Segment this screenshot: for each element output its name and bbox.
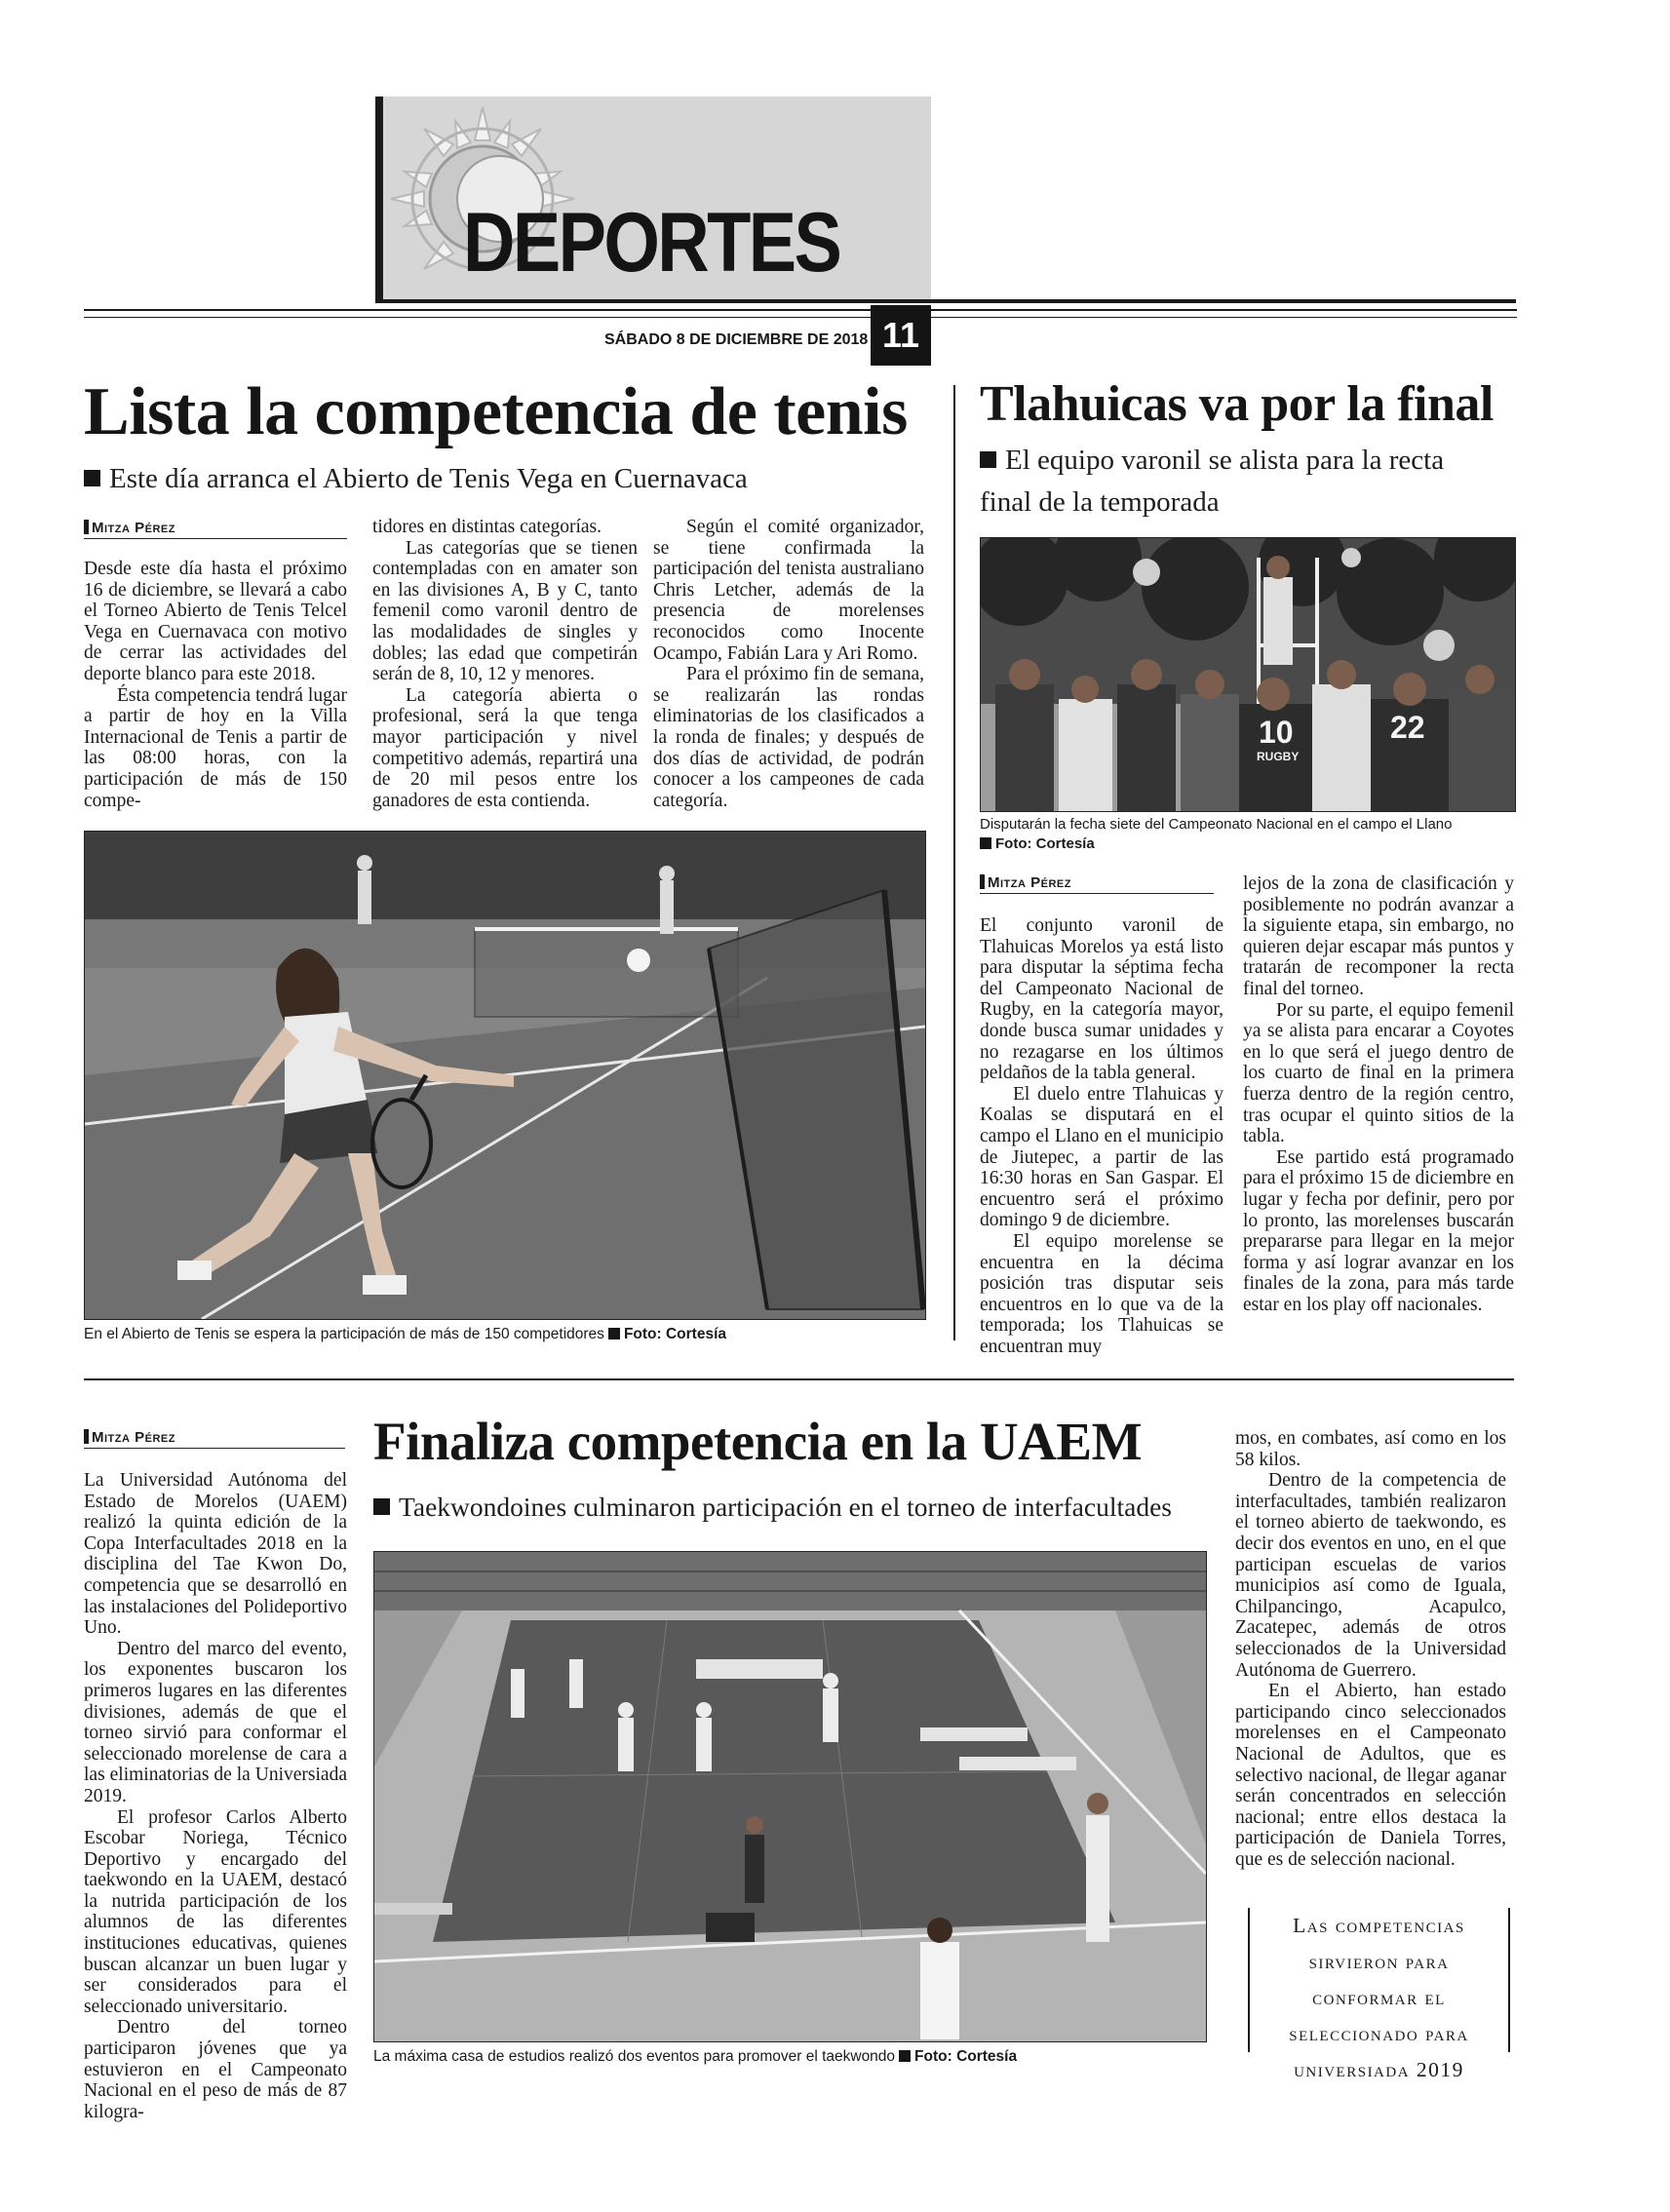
rugby-column-1: [980, 915, 1223, 1357]
rugby-deck-line2: final de la temporada: [980, 486, 1220, 518]
pull-quote-line: Las competencias: [1293, 1914, 1465, 1937]
column-divider: [953, 385, 955, 1340]
paragraph: Ese partido está programado para el próximo 15 de diciembre en lugar y fecha por definir, pero por lo pronto, las morelenses buscarán prepararse para llegar en la mejor forma y así lograr avanzar en los finales de la zona, para más tarde estar en los play off nacionales.: [1243, 1146, 1514, 1315]
rugby-headline: Tlahuicas va por la final: [980, 376, 1494, 432]
bullet-square-icon: [608, 1328, 620, 1339]
paragraph: tidores en distintas categorías.: [372, 517, 602, 537]
paragraph: Ésta competencia tendrá lugar a partir de hoy en la Villa Internacional de Tenis a partir de las 08:00 horas, con la participación de más de 150 compe-: [84, 684, 347, 811]
header-rule: [84, 317, 1517, 318]
byline-bar-icon: [84, 520, 89, 534]
paragraph: El duelo entre Tlahuicas y Koalas se disputará en el campo el Llano en el municipio de Jiutepec, a partir de las 16:30 horas en San Gaspar. El encuentro será el próximo domingo 9 de diciembre.: [980, 1083, 1223, 1231]
bullet-square-icon: [980, 451, 996, 468]
pull-quote: [1248, 1908, 1510, 2081]
byline-bar-icon: [980, 874, 985, 889]
jersey-number-22: 22: [1390, 710, 1425, 745]
paragraph: lejos de la zona de clasificación y posiblemente no podrán avanzar a la siguiente etapa, sin embargo, no quieren dejar escapar más puntos y tratarán de recomponer la recta final del torneo.: [1243, 873, 1514, 999]
tenis-byline: Mitza Pérez: [84, 520, 347, 539]
rugby-team-image: [981, 538, 1515, 811]
rugby-deck: El equipo varonil se alista para la recta final de la temporada: [980, 440, 1506, 524]
jersey-number-10: 10: [1259, 715, 1294, 750]
taekwondo-gym-image: [374, 1552, 1206, 2041]
paragraph: Dentro del marco del evento, los exponentes buscaron los primeros lugares en las diferentes divisiones, además de que el torneo sirvió para conformar el seleccionado morelense de cara a las eliminatorias de la Universiada 2019.: [84, 1638, 347, 1806]
paragraph: La categoría abierta o profesional, será la que tenga mayor participación y nivel competitivo además, repartirá una de 20 mil pesos entre los ganadores de esta contienda.: [372, 684, 638, 811]
rugby-column-2: [1243, 873, 1514, 1315]
paragraph: El equipo morelense se encuentra en la décima posición tras disputar seis encuentros en lo que va de la temporada; los Tlahuicas se encuentran muy: [980, 1230, 1223, 1357]
header-rule: [375, 299, 1516, 303]
tennis-player-image: [85, 832, 925, 1319]
tenis-photo: [84, 831, 926, 1320]
paragraph: Dentro del torneo participaron jóvenes que ya estuvieron en el Campeonato Nacional en el peso de más de 87 kilogra-: [84, 2017, 347, 2122]
tenis-deck: [84, 458, 748, 500]
section-title: DEPORTES: [463, 196, 840, 290]
paragraph: El conjunto varonil de Tlahuicas Morelos ya está listo para disputar la séptima fecha del Campeonato Nacional de Rugby, en la categoría mayor, donde busca sumar unidades y no rezagarse en los últimos peldaños de la tabla general.: [980, 915, 1223, 1084]
pull-quote-line: conformar el: [1312, 1986, 1446, 2009]
pull-quote-line: universiada 2019: [1294, 2058, 1464, 2081]
uaem-deck: Taekwondoines culminaron participación en el torneo de interfacultades: [373, 1486, 1172, 1528]
rugby-caption: Disputarán la fecha siete del Campeonato Nacional en el campo el Llano: [980, 816, 1453, 833]
tenis-headline: Lista la competencia de tenis: [84, 374, 908, 449]
paragraph: Según el comité organizador, se tiene confirmada la participación del tenista australiano Chris Letcher, además de la presencia de morelenses reconocidos como Inocente Ocampo, Fabián Lara y Ari Romo.: [653, 517, 924, 664]
paragraph: En el Abierto, han estado participando cinco seleccionados morelenses en el Campeonato Nacional de Adultos, que es selectivo nacional, de llegar aganar serán concentrados en selección nacional; entre ellos destaca la participación de Daniela Torres, que es de selección nacional.: [1235, 1681, 1506, 1870]
uaem-column-1: [84, 1470, 347, 2122]
rugby-photo: [980, 537, 1516, 812]
pull-quote-line: sirvieron para: [1308, 1950, 1450, 1973]
bullet-square-icon: [373, 1498, 390, 1515]
bullet-square-icon: [899, 2050, 911, 2062]
tenis-caption: En el Abierto de Tenis se espera la participación de más de 150 competidores Foto: Cortesía: [84, 1326, 726, 1342]
uaem-column-2: [1235, 1428, 1506, 1870]
rugby-credit: Foto: Cortesía: [980, 835, 1095, 852]
uaem-photo: [373, 1551, 1207, 2042]
uaem-headline: Finaliza competencia en la UAEM: [373, 1412, 1142, 1471]
paragraph: El profesor Carlos Alberto Escobar Noriega, Técnico Deportivo y encargado del taekwondo en la UAEM, destacó la nutrida participación de los alumnos de las diferentes instituciones educativas, quienes buscan alcanzar un buen lugar y ser considerados para el seleccionado universitario.: [84, 1806, 347, 2017]
section-header-bar: [375, 97, 383, 303]
tenis-deck-text: Este día arranca el Abierto de Tenis Vega en Cuernavaca: [109, 463, 748, 494]
rugby-byline: Mitza Pérez: [980, 874, 1214, 894]
paragraph: Por su parte, el equipo femenil ya se alista para encarar a Coyotes en lo que será el juego dentro de los cuarto de final en la primera fuerza dentro de la región centro, tras ocupar el quinto sitios de la tabla.: [1243, 999, 1514, 1147]
jersey-label: RUGBY: [1257, 750, 1300, 763]
tenis-column-2: [372, 517, 638, 811]
paragraph: Las categorías que se tienen contempladas con en amater son en las divisiones A, B y C, tanto femenil como varonil dentro de las modalidades de singles y dobles; las edad que competirán serán de 8, 10, 12 y menores.: [372, 537, 638, 685]
paragraph: Para el próximo fin de semana, se realizarán las rondas eliminatorias de los clasificados a la ronda de finales; y después de dos días de actividad, de podrán conocer a los campeones de cada categoría.: [653, 664, 924, 811]
paragraph: mos, en combates, así como en los 58 kilos.: [1235, 1428, 1506, 1470]
section-divider: [84, 1378, 1514, 1380]
uaem-caption: La máxima casa de estudios realizó dos eventos para promover el taekwondo Foto: Cortesía: [373, 2048, 1018, 2065]
paragraph: Desde este día hasta el próximo 16 de diciembre, se llevará a cabo el Torneo Abierto de Tenis Telcel Vega en Cuernavaca con motivo de cerrar las actividades del deporte blanco para este 2018.: [84, 559, 347, 684]
paragraph: La Universidad Autónoma del Estado de Morelos (UAEM) realizó la quinta edición de la Copa Interfacultades 2018 en la disciplina del Tae Kwon Do, competencia que se desarrolló en las instalaciones del Polideportivo Uno.: [84, 1470, 347, 1639]
pull-quote-line: seleccionado para: [1289, 2022, 1469, 2045]
uaem-byline: Mitza Pérez: [84, 1429, 345, 1449]
tenis-column-3: [653, 517, 924, 811]
issue-date: SÁBADO 8 DE DICIEMBRE DE 2018: [604, 331, 869, 348]
tenis-column-1: [84, 559, 347, 811]
bullet-square-icon: [980, 837, 991, 849]
bullet-square-icon: [84, 470, 100, 486]
paragraph: Dentro de la competencia de interfacultades, también realizaron el torneo abierto de taekwondo, es decir dos eventos en uno, en el que participan escuelas de varios municipios así como de Iguala, Chilpancingo, Acapulco, Zacatepec, además de otros seleccionados de la Universidad Autónoma de Guerrero.: [1235, 1470, 1506, 1681]
byline-bar-icon: [84, 1429, 89, 1444]
page-number: 11: [871, 305, 931, 366]
header-rule: [84, 309, 1517, 311]
